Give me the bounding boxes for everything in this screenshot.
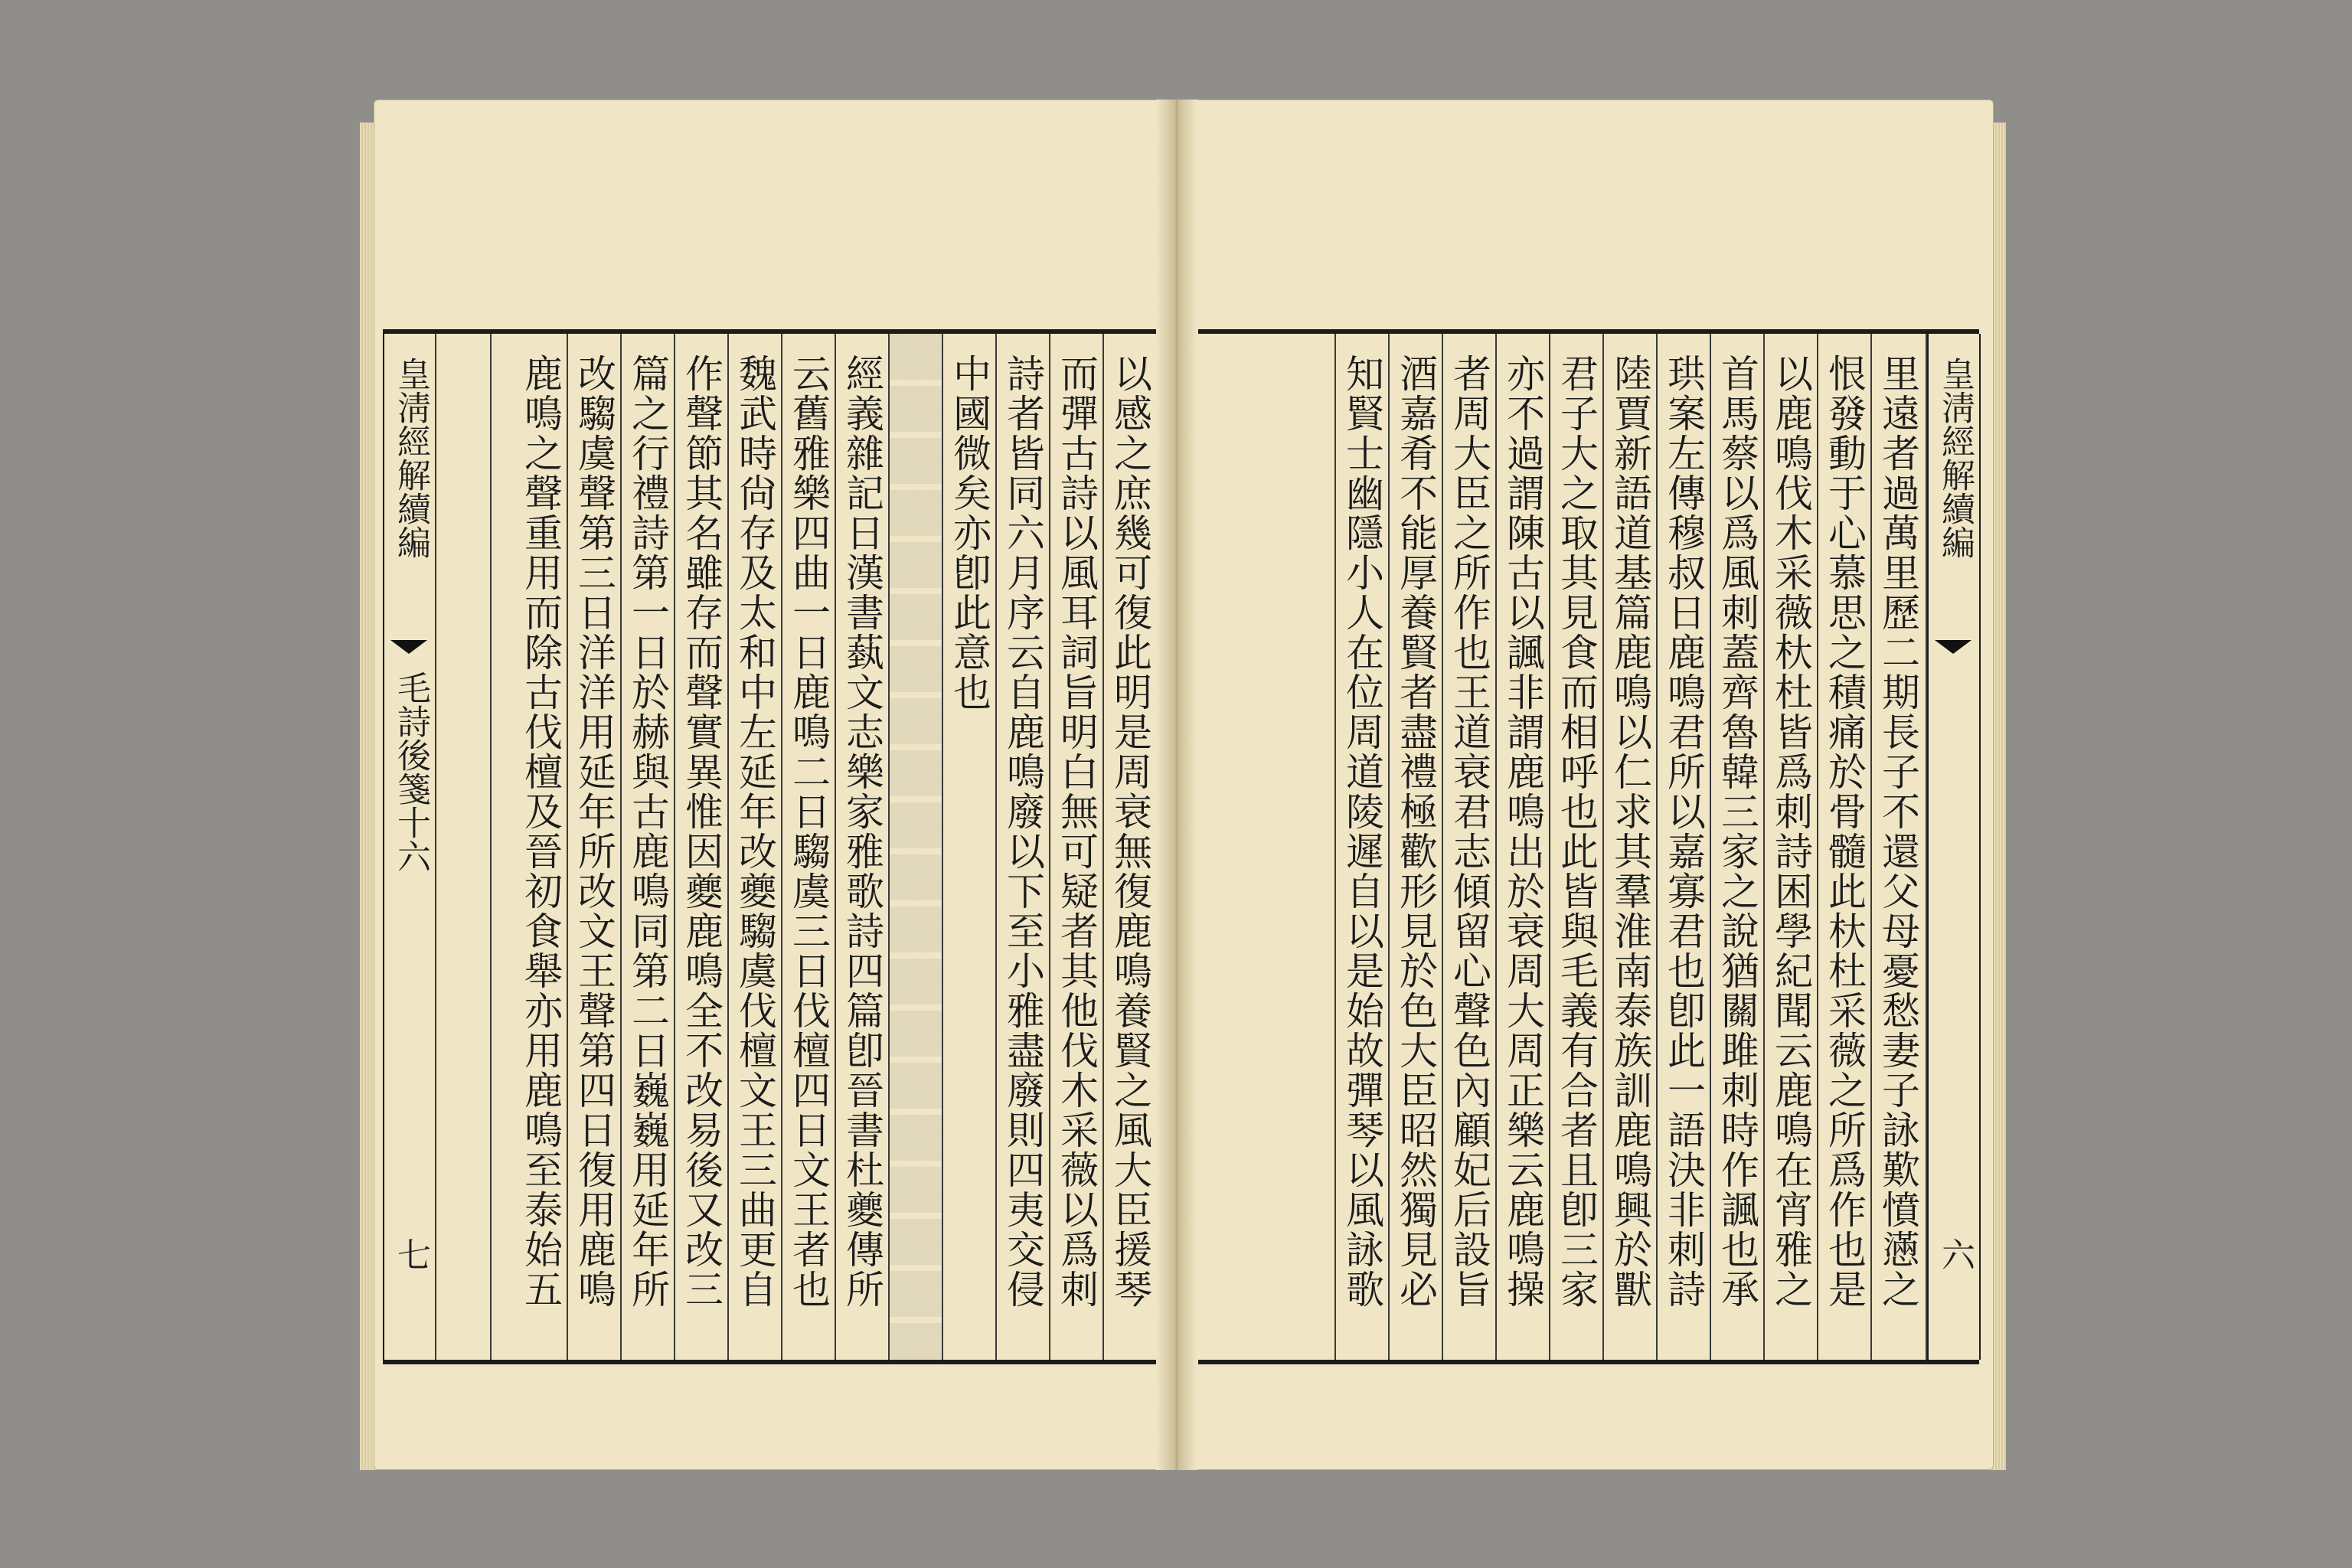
right-text-column: 君子大之取其見食而相呼也此皆與毛義有合者且卽三家 — [1554, 354, 1599, 1309]
left-text-column: 篇之行禮詩第一日於赫與古鹿鳴同第二日巍巍用延年所 — [626, 354, 670, 1309]
left-text-column: 作聲節其名雖存而聲實異惟因夔鹿鳴全不改易後又改三 — [679, 354, 724, 1309]
left-text-column: 而彈古詩以風耳詞旨明白無可疑者其他伐木采薇以爲刺 — [1054, 354, 1099, 1309]
open-book — [360, 92, 2006, 1485]
right-margin-title: 皇淸經解續編 — [1936, 357, 1975, 559]
right-text-column: 里遠者過萬里歷二期長子不還父母憂愁妻子詠歎憤懣之 — [1876, 354, 1920, 1309]
right-text-column: 恨發動于心慕思之積痛於骨髓此杕杜采薇之所爲作也是 — [1822, 354, 1867, 1309]
left-blank-column — [890, 334, 942, 1360]
right-folio: 六 — [1936, 1237, 1975, 1271]
right-text-column: 者周大臣之所作也王道衰君志傾留心聲色內顧妃后設旨 — [1447, 354, 1491, 1309]
left-folio: 七 — [391, 1237, 430, 1271]
right-text-column: 陸賈新語道基篇鹿鳴以仁求其羣淮南泰族訓鹿鳴興於獸 — [1608, 354, 1652, 1309]
right-text-column: 以鹿鳴伐木采薇杕杜皆爲刺詩困學紀聞云鹿鳴在宵雅之 — [1769, 354, 1813, 1309]
right-text-column: 知賢士幽隱小人在位周道陵遲自以是始故彈琴以風詠歌 — [1340, 354, 1384, 1309]
right-text-column: 首馬蔡以爲風刺蓋齊魯韓三家之說猶關雎刺時作諷也承 — [1715, 354, 1759, 1309]
left-text-column: 中國微矣亦卽此意也 — [947, 354, 991, 712]
left-text-column: 經義雜記日漢書蓺文志樂家雅歌詩四篇卽晉書杜夔傳所 — [840, 354, 884, 1309]
left-margin-column — [383, 334, 436, 1360]
left-section-title: 毛詩後箋十六 — [391, 671, 430, 873]
left-page-text-frame — [383, 329, 1156, 1364]
left-text-column: 詩者皆同六月序云自鹿鳴廢以下至小雅盡廢則四夷交侵 — [1001, 354, 1045, 1309]
left-text-column: 魏武時尙存及太和中左延年改夔騶虞伐檀文王三曲更自 — [733, 354, 777, 1309]
fishtail-mark — [1935, 640, 1971, 654]
left-text-column: 云舊雅樂四曲一日鹿鳴二日騶虞三日伐檀四日文王者也 — [786, 354, 831, 1309]
right-margin-column — [1927, 334, 1981, 1360]
right-text-column: 酒嘉肴不能厚養賢者盡禮極歡形見於色大臣昭然獨見必 — [1393, 354, 1438, 1309]
right-text-column: 亦不過謂陳古以諷非謂鹿鳴出於衰周大周正樂云鹿鳴操 — [1501, 354, 1545, 1309]
left-margin-title: 皇淸經解續編 — [391, 357, 430, 559]
left-text-column: 鹿鳴之聲重用而除古伐檀及晉初食舉亦用鹿鳴至泰始五 — [518, 354, 563, 1309]
left-text-column: 改騶虞聲第三日洋洋用延年所改文王聲第四日復用鹿鳴 — [572, 354, 616, 1309]
right-text-column: 珙案左傳穆叔日鹿鳴君所以嘉寡君也卽此一語決非刺詩 — [1661, 354, 1706, 1309]
right-page-text-frame — [1198, 329, 1979, 1364]
fishtail-mark — [390, 640, 427, 654]
left-text-column: 以感之庶幾可復此明是周衰無復鹿鳴養賢之風大臣援琴 — [1108, 354, 1152, 1309]
book-gutter — [1156, 100, 1197, 1470]
